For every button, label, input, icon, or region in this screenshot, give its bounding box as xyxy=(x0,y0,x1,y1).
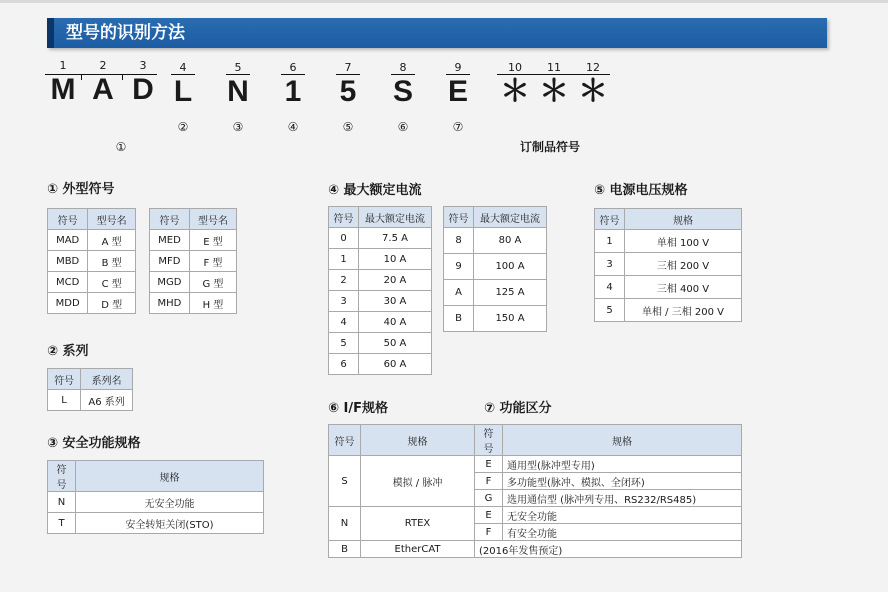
model-pos-12: 12 ＊ xyxy=(578,61,608,108)
model-pos-5: 5 N ③ xyxy=(227,61,249,134)
table-row: B EtherCAT (2016年发售预定) xyxy=(329,541,742,558)
table-row: N 无安全功能 xyxy=(48,492,264,513)
table-row: 8 80 A xyxy=(444,228,547,254)
table-row: MGD G 型 xyxy=(150,272,237,293)
table-row: MDD D 型 xyxy=(48,293,136,314)
model-pos-2: 2 A xyxy=(92,59,114,106)
overline-tick xyxy=(122,74,123,80)
table-row: MCD C 型 xyxy=(48,272,136,293)
table-row: 3 三相 200 V xyxy=(595,253,742,276)
top-border-line xyxy=(0,0,888,3)
safety-table: 符号 规格 N 无安全功能 T 安全转矩关闭(STO) xyxy=(47,460,264,534)
model-pos-8: 8 S ⑥ xyxy=(392,61,413,134)
order-label: 订制品符号 xyxy=(520,140,581,154)
table-row: 1 10 A xyxy=(329,249,432,270)
table-row: F 多功能型(脉冲、模拟、全闭环) xyxy=(329,473,742,490)
model-pos-9: 9 E ⑦ xyxy=(447,61,468,134)
table-row: T 安全转矩关闭(STO) xyxy=(48,513,264,534)
voltage-table: 符号 规格 1 单相 100 V 3 三相 200 V 4 三相 400 V 5 单相 / 三相 200 V xyxy=(594,208,742,322)
table-row: MHD H 型 xyxy=(150,293,237,314)
table-row: 6 60 A xyxy=(329,354,432,375)
iface-func-table: 符号 规格 符号 规格 S 模拟 / 脉冲 E 通用型(脉冲型专用) F 多功能型(脉冲、模拟、全闭环) G 选用通信型 (脉冲列专用、RS232/RS485) N RTEX E 无安全功能 F 有安全功能 B EtherCAT (2016年发售预定) xyxy=(328,424,742,558)
table-row: MED E 型 xyxy=(150,230,237,251)
overline-tick xyxy=(81,74,82,80)
table-row: 5 50 A xyxy=(329,333,432,354)
series-heading: ② 系列 xyxy=(47,344,89,359)
table-row: MBD B 型 xyxy=(48,251,136,272)
model-pos-6: 6 1 ④ xyxy=(276,62,310,134)
circle-label-1: ① xyxy=(115,140,127,154)
table-row: G 选用通信型 (脉冲列专用、RS232/RS485) xyxy=(329,490,742,507)
iface-heading: ⑥ I/F规格 xyxy=(328,401,388,416)
model-pos-11: 11 ＊ xyxy=(539,61,569,108)
table-row: 4 40 A xyxy=(329,312,432,333)
shape-heading: ① 外型符号 xyxy=(47,182,115,197)
table-row: MAD A 型 xyxy=(48,230,136,251)
table-row: 0 7.5 A xyxy=(329,228,432,249)
table-row: 4 三相 400 V xyxy=(595,276,742,299)
series-table: 符号 系列名 L A6 系列 xyxy=(47,368,133,411)
table-row: N RTEX E 无安全功能 xyxy=(329,507,742,524)
table-row: 2 20 A xyxy=(329,270,432,291)
table-row: L A6 系列 xyxy=(48,390,133,411)
table-row: 5 单相 / 三相 200 V xyxy=(595,299,742,322)
model-pos-7: 7 5 ⑤ xyxy=(331,62,365,134)
table-row: 1 单相 100 V xyxy=(595,230,742,253)
page-title: 型号的识别方法 xyxy=(47,18,827,48)
current-heading: ④ 最大额定电流 xyxy=(328,183,422,198)
table-row: A 125 A xyxy=(444,280,547,306)
current-table-right: 符号 最大额定电流 8 80 A 9 100 A A 125 A B 150 A xyxy=(443,206,547,332)
shape-table-right: 符号 型号名 MED E 型 MFD F 型 MGD G 型 MHD H 型 xyxy=(149,208,237,314)
current-table-left: 符号 最大额定电流 0 7.5 A 1 10 A 2 20 A 3 30 A 4 40 A 5 50 A 6 60 A xyxy=(328,206,432,375)
voltage-heading: ⑤ 电源电压规格 xyxy=(594,183,688,198)
model-pos-3: 3 D xyxy=(132,59,154,106)
model-pos-10: 10 ＊ xyxy=(500,61,530,108)
table-row: 9 100 A xyxy=(444,254,547,280)
table-row: F 有安全功能 xyxy=(329,524,742,541)
model-pos-4: 4 L ② xyxy=(166,62,200,134)
func-heading: ⑦ 功能区分 xyxy=(484,401,552,416)
table-row: MFD F 型 xyxy=(150,251,237,272)
table-row: 3 30 A xyxy=(329,291,432,312)
model-pos-1: 1 M xyxy=(50,59,76,106)
shape-table-left: 符号 型号名 MAD A 型 MBD B 型 MCD C 型 MDD D 型 xyxy=(47,208,136,314)
table-row: S 模拟 / 脉冲 E 通用型(脉冲型专用) xyxy=(329,456,742,473)
safety-heading: ③ 安全功能规格 xyxy=(47,436,141,451)
table-row: B 150 A xyxy=(444,306,547,332)
